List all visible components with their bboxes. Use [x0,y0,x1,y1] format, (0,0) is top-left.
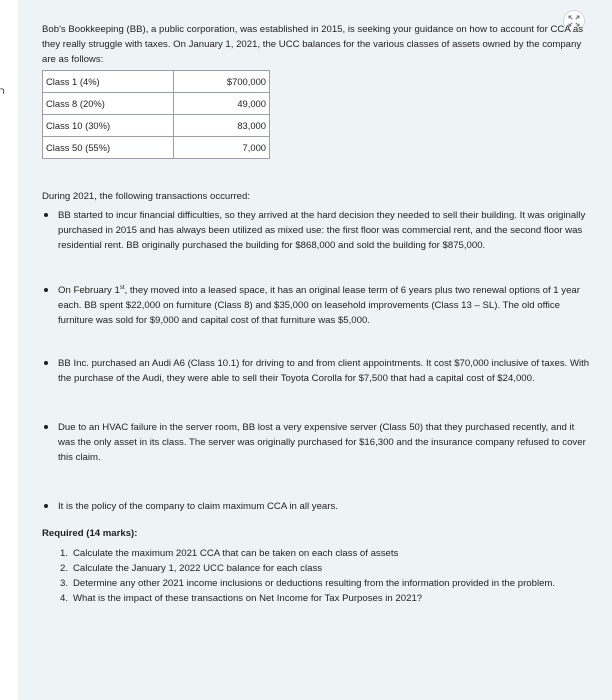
bullet-icon [44,425,48,429]
amount-cell: 83,000 [174,115,270,137]
amount-cell: $700,000 [174,71,270,93]
class-cell: Class 8 (20%) [43,93,174,115]
class-cell: Class 50 (55%) [43,137,174,159]
cca-policy-text: It is the policy of the company to claim maximum CCA in all years. [58,501,338,512]
bullet-icon [44,504,48,508]
list-item [42,208,590,253]
transactions-list [42,208,590,514]
list-item [42,576,590,591]
table-row [43,93,270,115]
question-content [42,22,590,606]
class-cell: Class 10 (30%) [43,115,174,137]
table-row [43,71,270,93]
list-item [42,499,590,514]
side-marker: ר [0,86,5,96]
list-item [42,283,590,328]
server-loss-text: Due to an HVAC failure in the server room, BB lost a very expensive server (Class 50) that they purchased recently, and it was the only asset in its class. The server was originally purchased for $16,300 and the insurance company refused to cover this claim. [58,422,586,463]
amount-cell: 49,000 [174,93,270,115]
bullet-icon [44,361,48,365]
table-row [43,115,270,137]
required-item-text: Determine any other 2021 income inclusions or deductions resulting from the information provided in the problem. [73,578,556,589]
list-item [42,420,590,465]
required-item-text: Calculate the January 1, 2022 UCC balance for each class [73,563,323,574]
bullet-icon [44,213,48,217]
item-number: 4. [60,593,69,604]
ucc-balance-table [42,70,270,159]
transactions-heading: During 2021, the following transactions occurred: [42,191,250,202]
list-item [42,561,590,576]
item-number: 1. [60,548,69,559]
list-item [42,591,590,606]
required-heading: Required (14 marks): [42,528,138,539]
list-item [42,356,590,386]
required-list [42,546,590,606]
item-number: 2. [60,563,69,574]
audi-purchase-text: BB Inc. purchased an Audi A6 (Class 10.1) for driving to and from client appointments. It cost $70,000 inclusive of taxes. With the purchase of the Audi, they were able to sell their Toyota Corolla for $7,500 that had a capital cost of $24,000. [58,358,590,384]
list-item [42,546,590,561]
amount-cell: 7,000 [174,137,270,159]
ordinal-suffix: st [119,284,125,291]
table-row [43,137,270,159]
required-item-text: Calculate the maximum 2021 CCA that can be taken on each class of assets [73,548,399,559]
lease-text-end: , they moved into a leased space, it has an original lease term of 6 years plus two renewal options of 1 year each. BB spent $22,000 on furniture (Class 8) and $35,000 on leasehold improvements (Class 13 – SL). The old office furniture was sold for $9,000 and capital cost of that furniture was $5,000. [58,285,580,326]
required-item-text: What is the impact of these transactions on Net Income for Tax Purposes in 2021? [73,593,423,604]
lease-text-start: On February 1 [58,285,120,296]
building-sale-text: BB started to incur financial difficulties, so they arrived at the hard decision they needed to sell their building. It was originally purchased in 2015 and has always been utilized as mixed use: the first floor was commercial rent, and the second floor was residential rent. BB originally purchased the building for $868,000 and sold the building for $875,000. [58,210,586,251]
bullet-icon [44,288,48,292]
intro-paragraph: Bob's Bookkeeping (BB), a public corporation, was established in 2015, is seeking your guidance on how to account for CCA as they really struggle with taxes. On January 1, 2021, the UCC balances for the various classes of assets owned by the company are as follows: [42,24,583,65]
item-number: 3. [60,578,69,589]
class-cell: Class 1 (4%) [43,71,174,93]
